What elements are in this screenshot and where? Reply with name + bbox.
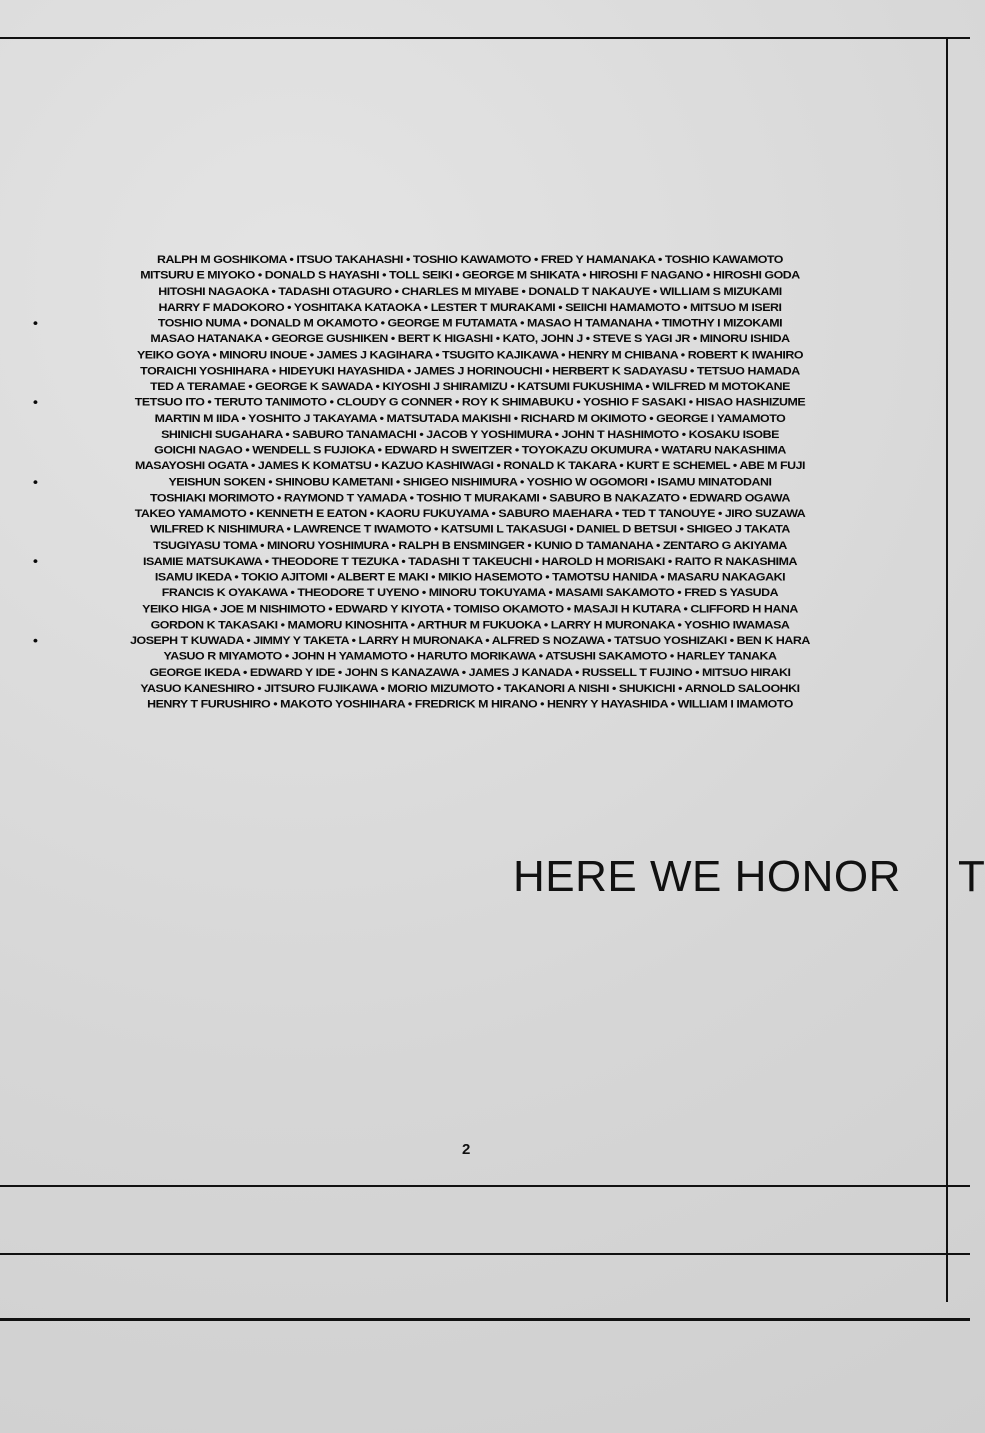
name-line — [30, 538, 910, 554]
name-line-text: HENRY T FURUSHIRO • MAKOTO YOSHIHARA • FREDRICK M HIRANO • HENRY Y HAYASHIDA • WILLIAM I IMAMOTO — [147, 697, 793, 711]
name-line — [30, 617, 910, 633]
name-line-text: MITSURU E MIYOKO • DONALD S HAYASHI • TOLL SEIKI • GEORGE M SHIKATA • HIROSHI F NAGANO • HIROSHI GODA — [140, 268, 800, 282]
row-bullet: • — [33, 315, 38, 331]
name-line-text: GORDON K TAKASAKI • MAMORU KINOSHITA • ARTHUR M FUKUOKA • LARRY H MURONAKA • YOSHIO IWAMASA — [150, 617, 790, 631]
name-line-text: YEISHUN SOKEN • SHINOBU KAMETANI • SHIGEO NISHIMURA • YOSHIO W OGOMORI • ISAMU MINATODANI — [168, 475, 772, 488]
name-line — [30, 252, 910, 268]
name-line — [30, 696, 910, 712]
name-line-text: HITOSHI NAGAOKA • TADASHI OTAGURO • CHARLES M MIYABE • DONALD T NAKAUYE • WILLIAM S MIZUKAMI — [158, 284, 782, 298]
name-line — [30, 395, 910, 411]
name-line — [30, 649, 910, 665]
name-line-text: TORAICHI YOSHIHARA • HIDEYUKI HAYASHIDA • JAMES J HORINOUCHI • HERBERT K SADAYASU • TETSUO HAMADA — [140, 364, 800, 377]
name-line-text: HARRY F MADOKORO • YOSHITAKA KATAOKA • LESTER T MURAKAMI • SEIICHI HAMAMOTO • MITSUO M ISERI — [158, 300, 782, 314]
top-border-line — [0, 37, 970, 39]
row-bullet: • — [33, 553, 38, 569]
name-line-text: MARTIN M IIDA • YOSHITO J TAKAYAMA • MATSUTADA MAKISHI • RICHARD M OKIMOTO • GEORGE I YAMAMOTO — [154, 411, 786, 425]
name-line — [30, 458, 910, 474]
name-line-text: GEORGE IKEDA • EDWARD Y IDE • JOHN S KANAZAWA • JAMES J KANADA • RUSSELL T FUJINO • MITSUO HIRAKI — [149, 665, 791, 679]
name-line — [30, 585, 910, 601]
name-line — [30, 522, 910, 538]
name-line — [30, 633, 910, 649]
name-line — [30, 569, 910, 585]
name-line — [30, 315, 910, 331]
name-line — [30, 665, 910, 681]
name-line — [30, 442, 910, 458]
name-line — [30, 331, 910, 347]
name-line-text: YEIKO GOYA • MINORU INOUE • JAMES J KAGIHARA • TSUGITO KAJIKAWA • HENRY M CHIBANA • ROBERT K IWAHIRO — [136, 348, 804, 362]
name-line-text: TOSHIO NUMA • DONALD M OKAMOTO • GEORGE M FUTAMATA • MASAO H TAMANAHA • TIMOTHY I MIZOKAMI — [157, 316, 783, 330]
here-we-honor-heading: HERE WE HONOR — [513, 852, 901, 901]
name-line — [30, 284, 910, 300]
footer-rule-3 — [0, 1318, 970, 1321]
footer-rule-1 — [0, 1185, 970, 1187]
name-line-text: YEIKO HIGA • JOE M NISHIMOTO • EDWARD Y KIYOTA • TOMISO OKAMOTO • MASAJI H KUTARA • CLIFFORD H HANA — [142, 602, 798, 615]
name-line-text: FRANCIS K OYAKAWA • THEODORE T UYENO • MINORU TOKUYAMA • MASAMI SAKAMOTO • FRED S YASUDA — [161, 586, 779, 600]
row-bullet: • — [33, 474, 38, 489]
memorial-names-block — [30, 252, 910, 712]
name-line — [30, 411, 910, 427]
name-line — [30, 427, 910, 443]
name-line — [30, 363, 910, 379]
heading-cut-letter: T — [958, 852, 985, 901]
name-line-text: JOSEPH T KUWADA • JIMMY Y TAKETA • LARRY H MURONAKA • ALFRED S NOZAWA • TATSUO YOSHIZAKI • BEN K HARA — [130, 633, 810, 647]
footer-rule-2 — [0, 1253, 970, 1255]
name-line-text: MASAYOSHI OGATA • JAMES K KOMATSU • KAZUO KASHIWAGI • RONALD K TAKARA • KURT E SCHEMEL • ABE M FUJI — [134, 459, 806, 473]
right-border-line — [946, 37, 948, 1302]
name-line-text: YASUO R MIYAMOTO • JOHN H YAMAMOTO • HARUTO MORIKAWA • ATSUSHI SAKAMOTO • HARLEY TANAKA — [163, 649, 777, 663]
name-line-text: TAKEO YAMAMOTO • KENNETH E EATON • KAORU FUKUYAMA • SABURO MAEHARA • TED T TANOUYE • JIRO SUZAWA — [134, 506, 806, 520]
name-line — [30, 490, 910, 506]
name-line-text: TSUGIYASU TOMA • MINORU YOSHIMURA • RALPH B ENSMINGER • KUNIO D TAMANAHA • ZENTARO G AKIYAMA — [153, 538, 787, 552]
name-line-text: TETSUO ITO • TERUTO TANIMOTO • CLOUDY G CONNER • ROY K SHIMABUKU • YOSHIO F SASAKI • HISAO HASHIZUME — [134, 395, 806, 409]
name-line — [30, 379, 910, 395]
name-line-text: SHINICHI SUGAHARA • SABURO TANAMACHI • JACOB Y YOSHIMURA • JOHN T HASHIMOTO • KOSAKU ISOBE — [161, 427, 779, 441]
name-line-text: ISAMIE MATSUKAWA • THEODORE T TEZUKA • TADASHI T TAKEUCHI • HAROLD H MORISAKI • RAITO R NAKASHIMA — [142, 554, 798, 568]
name-line-text: GOICHI NAGAO • WENDELL S FUJIOKA • EDWARD H SWEITZER • TOYOKAZU OKUMURA • WATARU NAKASHIMA — [154, 443, 786, 457]
name-line — [30, 554, 910, 570]
name-line — [30, 268, 910, 284]
name-line-text: YASUO KANESHIRO • JITSURO FUJIKAWA • MORIO MIZUMOTO • TAKANORI A NISHI • SHUKICHI • ARNOLD SALOOHKI — [140, 681, 800, 695]
name-line-text: ISAMU IKEDA • TOKIO AJITOMI • ALBERT E MAKI • MIKIO HASEMOTO • TAMOTSU HANIDA • MASARU NAKAGAKI — [154, 570, 786, 584]
row-bullet: • — [33, 632, 38, 648]
name-line-text: WILFRED K NISHIMURA • LAWRENCE T IWAMOTO • KATSUMI L TAKASUGI • DANIEL D BETSUI • SHIGEO J TAKATA — [150, 522, 790, 536]
name-line — [30, 347, 910, 363]
name-line — [30, 680, 910, 696]
name-line — [30, 506, 910, 522]
name-line-text: TOSHIAKI MORIMOTO • RAYMOND T YAMADA • TOSHIO T MURAKAMI • SABURO B NAKAZATO • EDWARD OGAWA — [149, 490, 790, 504]
name-line-text: MASAO HATANAKA • GEORGE GUSHIKEN • BERT K HIGASHI • KATO, JOHN J • STEVE S YAGI JR • MINORU ISHIDA — [150, 332, 790, 346]
row-bullet: • — [33, 394, 38, 410]
name-line — [30, 474, 910, 490]
name-line-text: RALPH M GOSHIKOMA • ITSUO TAKAHASHI • TOSHIO KAWAMOTO • FRED Y HAMANAKA • TOSHIO KAWAMOTO — [157, 252, 783, 266]
page-number: 2 — [462, 1141, 471, 1158]
name-line-text: TED A TERAMAE • GEORGE K SAWADA • KIYOSHI J SHIRAMIZU • KATSUMI FUKUSHIMA • WILFRED M MOTOKANE — [150, 379, 790, 393]
name-line — [30, 300, 910, 316]
name-line — [30, 601, 910, 617]
